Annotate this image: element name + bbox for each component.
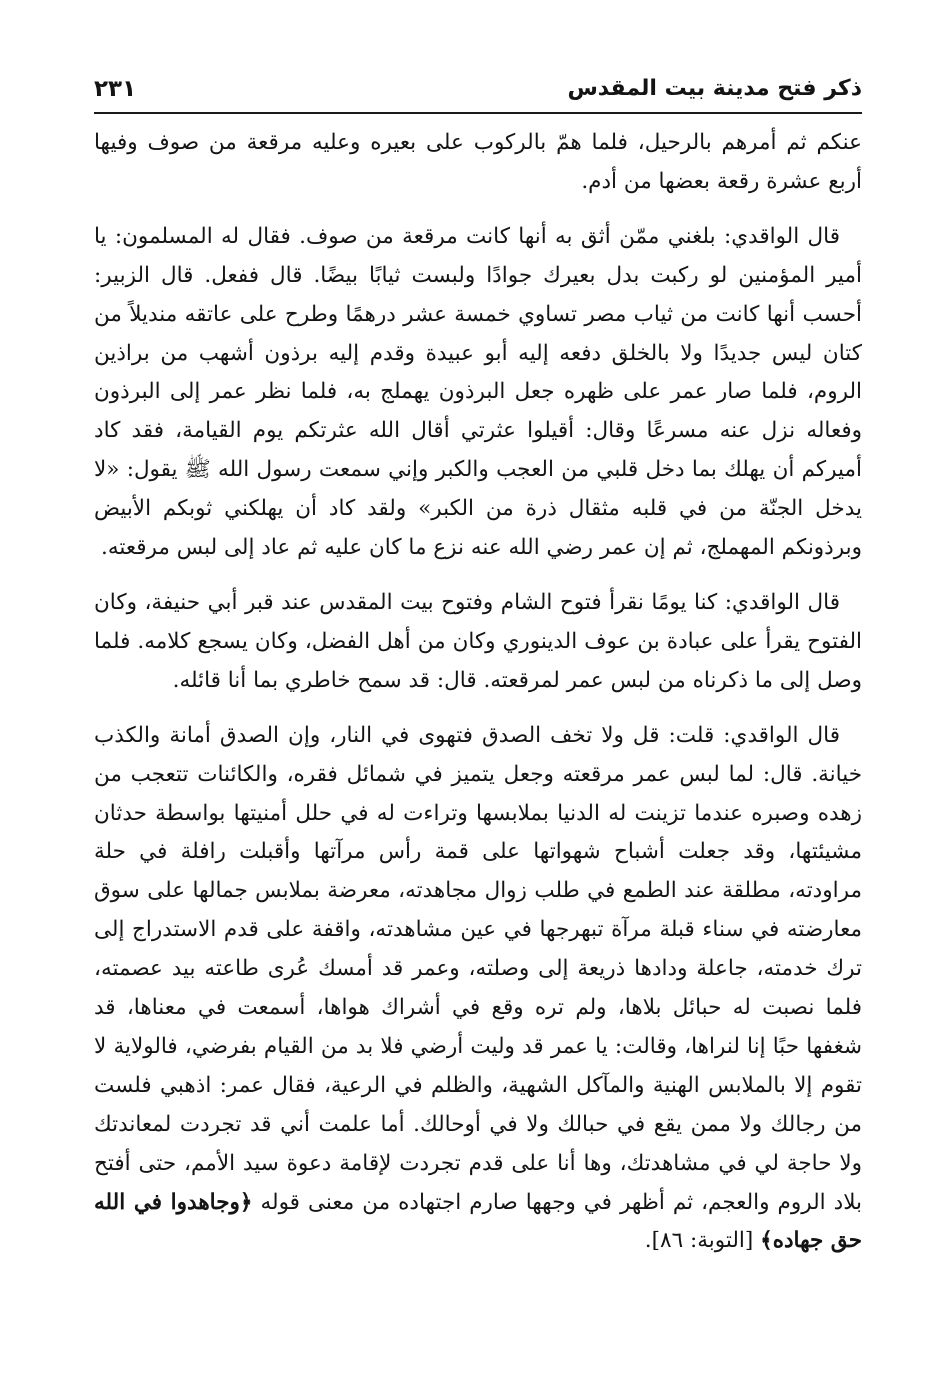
paragraph-waqidi-reading: قال الواقدي: كنا يومًا نقرأ فتوح الشام وفتوح بيت المقدس عند قبر أبي حنيفة، وكان الفتوح يقرأ على عبادة بن عوف الدينوري وكان من أهل الفضل، وكان يسجع كلامه. فلما وصل إلى ما ذكرناه من لبس عمر لمرقعته. قال: قد سمح خاطري بما أنا قائله. [94, 589, 862, 693]
paragraph-waqidi-muraqqa: قال الواقدي: بلغني ممّن أثق به أنها كانت مرقعة من صوف. فقال له المسلمون: يا أمير المؤمنين لو ركبت بدل بعيرك جوادًا ولبست ثيابًا بيضًا. قال ففعل. قال الزبير: أحسب أنها كانت من ثياب مصر تساوي خمسة عشر درهمًا وطرح على عاتقه منديلاً من كتان ليس جديدًا ولا بالخلق دفعه إليه أبو عبيدة وقدم إليه برذون أشهب من براذين الروم، فلما صار عمر على ظهره جعل البرذون يهملج به، فلما نظر عمر إلى البرذون وفعاله نزل عنه مسرعًا وقال: أقيلوا عثرتي أقال الله عثرتكم يوم القيامة، فقد كاد أميركم أن يهلك بما دخل قلبي من العجب والكبر وإني سمعت رسول الله ﷺ يقول: «لا يدخل الجنّة من في قلبه مثقال ذرة من الكبر» ولقد كاد أن يهلكني ثوبكم الأبيض وبرذونكم المهملج، ثم إن عمر رضي الله عنه نزع ما كان عليه ثم عاد إلى لبس مرقعته. [94, 223, 862, 561]
page-number: ٢٣١ [94, 76, 137, 102]
paragraph-waqidi-saj [94, 717, 862, 1262]
running-title: ذكر فتح مدينة بيت المقدس [567, 76, 862, 101]
paragraph-continuation: عنكم ثم أمرهم بالرحيل، فلما همّ بالركوب على بعيره وعليه مرقعة من صوف وفيها أربع عشرة رقعة بعضها من أدم. [94, 130, 862, 194]
body-text [94, 124, 862, 1261]
quran-citation: [التوبة: ٨٦]. [644, 1228, 754, 1254]
quran-quote: ﴿وجاهدوا في الله حق جهاده﴾ [94, 1189, 862, 1254]
paragraph-text: قال الواقدي: قلت: قل ولا تخف الصدق فتهوى في النار، وإن الصدق أمانة والكذب خيانة. قال: لما لبس عمر مرقعته وجعل يتميز في شمائل فقره، والكائنات تتعجب من زهده وصبره عندما تزينت له الدنيا بملابسها وتراءت له في حلل أمنيتها بواسطة حدثان مشيئتها، وقد جعلت أشباح شهواتها على قمة رأس مرآتها وأقبلت رافلة في حلة مراودته، مطلقة عند الطمع في طلب زوال مجاهدته، معرضة بملابس جمالها على سوق معارضته في سناء قبلة مرآة تبهرجها في عين مشاهدته، واقفة على قدم الاستدراج إلى ترك خدمته، جاعلة ودادها ذريعة إلى وصلته، وعمر قد أمسك عُرى طاعته بيد عصمته، فلما نصبت له حبائل بلاها، ولم تره وقع في أشراك هواها، أسمعت في معناها، قد شغفها حبًا إنا لنراها، وقالت: يا عمر قد وليت أرضي فلا بد من القيام بفرضي، فالولاية لا تقوم إلا بالملابس الهنية والمآكل الشهية، والظلم في الرعية، فقال عمر: اذهبي فلست من رجالك ولا ممن يقع في حبالك ولا في أوحالك. أما علمت أني قد تجردت لمعاندتك ولا حاجة لي في مشاهدتك، وها أنا على قدم تجردت لإقامة دعوة سيد الأمم، حتى أفتح بلاد الروم والعجم، ثم أظهر في وجهها صارم اجتهاده من معنى قوله [94, 722, 863, 1215]
header-rule [94, 112, 862, 114]
page-header [94, 68, 862, 112]
